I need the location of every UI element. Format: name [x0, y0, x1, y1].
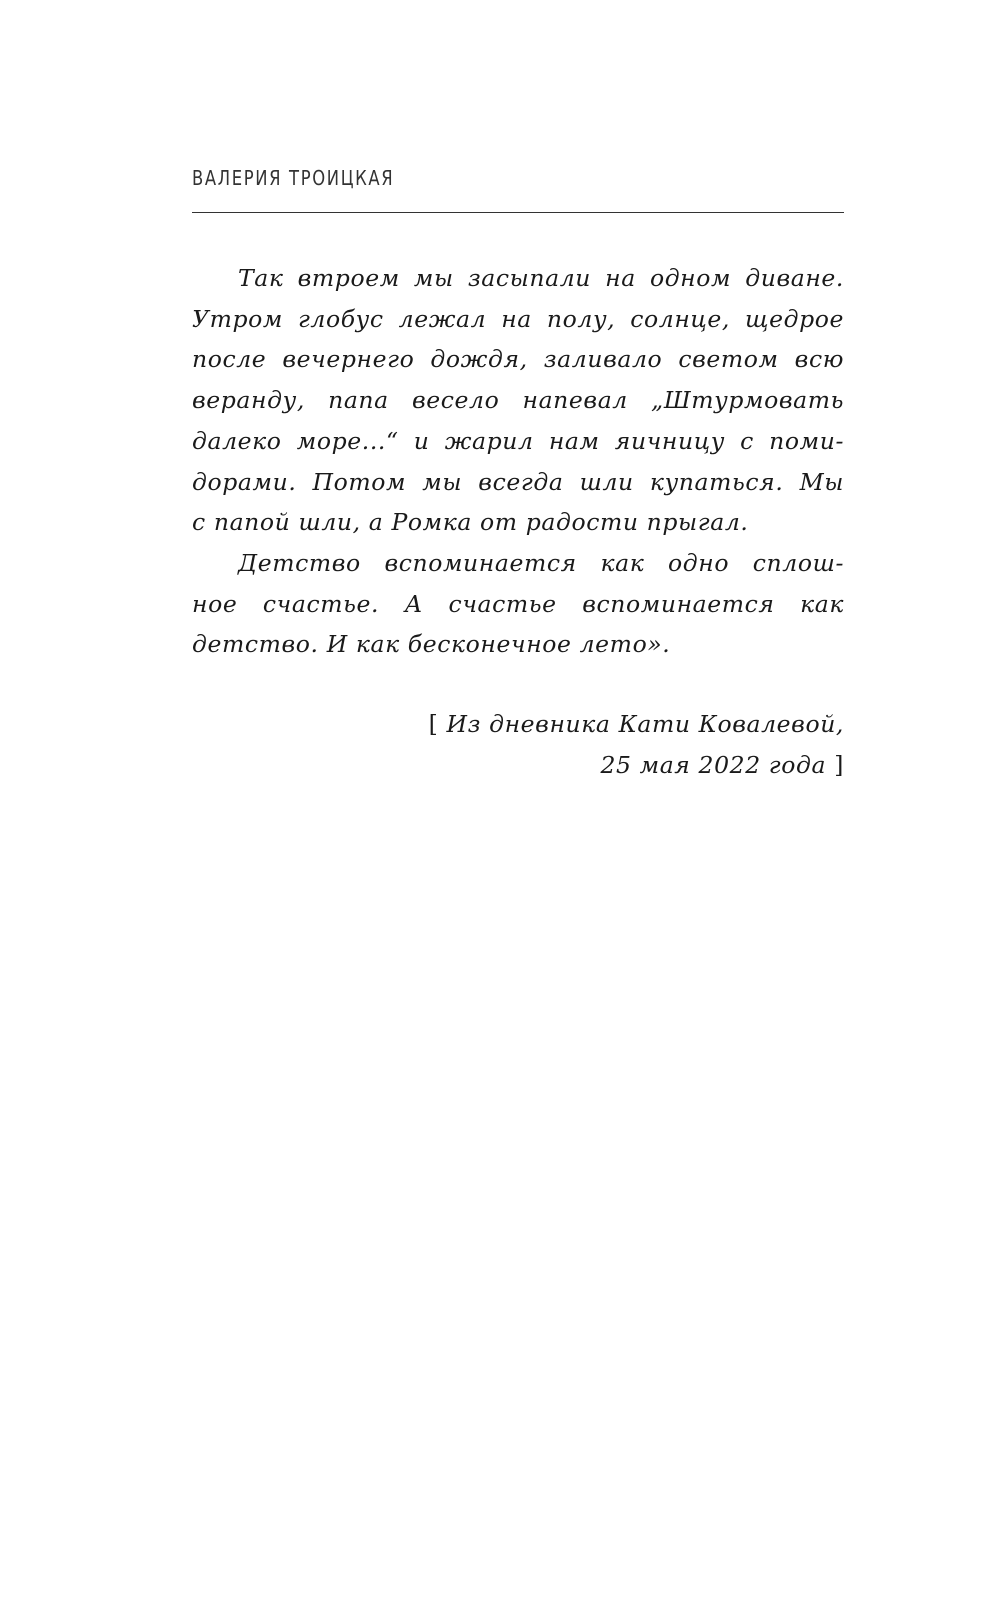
text-line: веранду, папа весело напевал „Штурмовать: [192, 386, 844, 415]
open-bracket: [: [428, 710, 439, 738]
source-title: Из дневника Кати Ковалевой,: [446, 710, 844, 738]
text-line: далеко море...“ и жарил нам яичницу с поми-: [192, 426, 844, 455]
source-date: 25 мая 2022 года: [600, 751, 827, 779]
text-line: Так втроем мы засыпали на одном диване.: [238, 264, 844, 292]
main-text: [192, 258, 844, 665]
header-rule: [192, 212, 844, 213]
text-line: ное счастье. А счастье вспоминается как: [192, 589, 844, 618]
source-line-2: [192, 745, 844, 786]
running-head-author: ВАЛЕРИЯ ТРОИЦКАЯ: [192, 166, 395, 190]
text-line: Утром глобус лежал на полу, солнце, щедрое: [192, 304, 844, 333]
text-line: детство. И как бесконечное лето».: [192, 630, 671, 659]
source-attribution: [192, 704, 844, 786]
text-line: дорами. Потом мы всегда шли купаться. Мы: [192, 467, 844, 496]
text-line: с папой шли, а Ромка от радости прыгал.: [192, 508, 749, 537]
text-line: после вечернего дождя, заливало светом всю: [192, 345, 844, 374]
close-bracket: ]: [834, 751, 844, 779]
source-line-1: [192, 704, 844, 745]
text-line: Детство вспоминается как одно сплош-: [238, 548, 844, 577]
